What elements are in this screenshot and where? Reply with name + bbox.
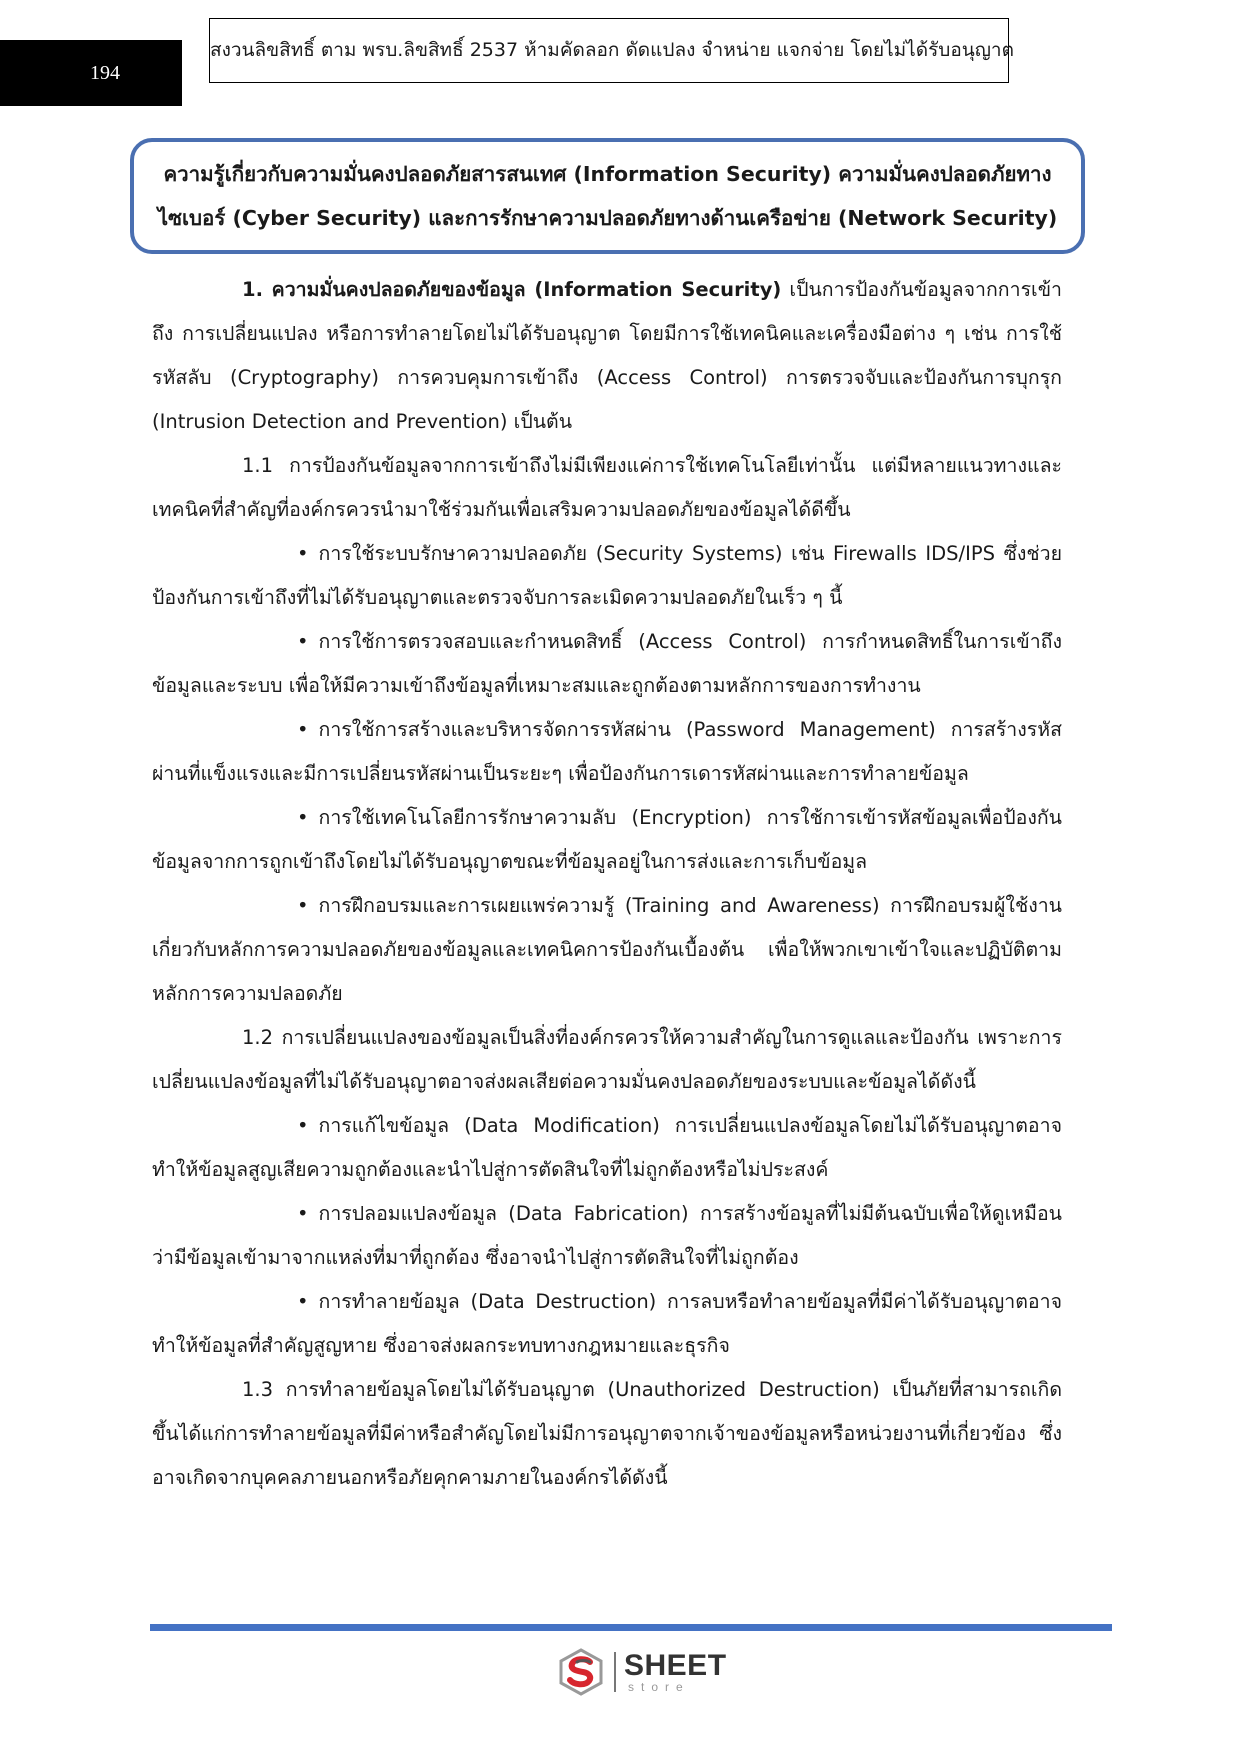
bullet-text: การทำลายข้อมูล (Data Destruction) การลบหรือทำลายข้อมูลที่มีค่าได้รับอนุญาตอาจทำให้ข้อมูลที่สำคัญสูญหาย ซึ่งอาจส่งผลกระทบทางกฎหมายและธุรกิจ [152,1290,1062,1357]
sheet-store-logo [556,1644,727,1700]
bullet-text: การแก้ไขข้อมูล (Data Modification) การเปลี่ยนแปลงข้อมูลโดยไม่ได้รับอนุญาตอาจทำให้ข้อมูลสูญเสียความถูกต้องและนำไปสู่การตัดสินใจที่ไม่ถูกต้องหรือไม่ประสงค์ [152,1114,1062,1181]
bullet-icon: • [297,1290,309,1313]
bullet-item [152,1104,1062,1192]
bullet-icon: • [297,1202,309,1225]
paragraph-1-2: 1.2 การเปลี่ยนแปลงของข้อมูลเป็นสิ่งที่องค์กรควรให้ความสำคัญในการดูแลและป้องกัน เพราะการเปลี่ยนแปลงข้อมูลที่ไม่ได้รับอนุญาตอาจส่งผลเสียต่อความมั่นคงปลอดภัยของระบบและข้อมูลได้ดังนี้ [152,1026,1062,1093]
bullet-icon: • [297,542,309,565]
bullet-text: การใช้การสร้างและบริหารจัดการรหัสผ่าน (Password Management) การสร้างรหัสผ่านที่แข็งแรงและมีการเปลี่ยนรหัสผ่านเป็นระยะๆ เพื่อป้องกันการเดารหัสผ่านและการทำลายข้อมูล [152,718,1062,785]
paragraph-1 [152,268,1062,444]
bullet-item [152,1192,1062,1280]
sheet-logo-icon [556,1647,606,1697]
bullet-icon: • [297,894,309,917]
section-title-box [130,138,1085,254]
logo-wordmark [624,1651,727,1693]
bullet-icon: • [297,806,309,829]
copyright-notice: สงวนลิขสิทธิ์ ตาม พรบ.ลิขสิทธิ์ 2537 ห้ามคัดลอก ดัดแปลง จำหน่าย แจกจ่าย โดยไม่ได้รับอนุญาต [209,18,1009,83]
bullet-item [152,708,1062,796]
logo-word: SHEET [624,1649,727,1682]
bullet-item [152,620,1062,708]
logo-separator [614,1652,616,1692]
page-number-tab [0,40,182,106]
bullet-text: การใช้ระบบรักษาความปลอดภัย (Security Systems) เช่น Firewalls IDS/IPS ซึ่งช่วยป้องกันการเข้าถึงที่ไม่ได้รับอนุญาตและตรวจจับการละเมิดความปลอดภัยในเร็ว ๆ นี้ [152,542,1062,609]
bullet-item [152,796,1062,884]
section-title-line-2: ไซเบอร์ (Cyber Security) และการรักษาความปลอดภัยทางด้านเครือข่าย (Network Security) [157,206,1058,230]
page-number: 194 [90,62,120,84]
logo-sub: store [628,1680,690,1694]
bullet-icon: • [297,630,309,653]
paragraph-1-text: เป็นการป้องกันข้อมูลจากการเข้าถึง การเปลี่ยนแปลง หรือการทำลายโดยไม่ได้รับอนุญาต โดยมีการใช้เทคนิคและเครื่องมือต่าง ๆ เช่น การใช้รหัสลับ (Cryptography) การควบคุมการเข้าถึง (Access Control) การตรวจจับและป้องกันการบุกรุก (Intrusion Detection and Prevention) เป็นต้น [152,278,1062,433]
paragraph-1-1: 1.1 การป้องกันข้อมูลจากการเข้าถึงไม่มีเพียงแค่การใช้เทคโนโลยีเท่านั้น แต่มีหลายแนวทางและเทคนิคที่สำคัญที่องค์กรควรนำมาใช้ร่วมกันเพื่อเสริมความปลอดภัยของข้อมูลได้ดีขึ้น [152,454,1062,521]
bullet-item [152,1280,1062,1368]
bullet-icon: • [297,1114,309,1137]
bullet-item [152,884,1062,1016]
paragraph-1-3: 1.3 การทำลายข้อมูลโดยไม่ได้รับอนุญาต (Unauthorized Destruction) เป็นภัยที่สามารถเกิดขึ้นได้แก่การทำลายข้อมูลที่มีค่าหรือสำคัญโดยไม่มีการอนุญาตจากเจ้าของข้อมูลหรือหน่วยงานที่เกี่ยวข้อง ซึ่งอาจเกิดจากบุคคลภายนอกหรือภัยคุกคามภายในองค์กรได้ดังนี้ [152,1378,1062,1489]
document-body [152,268,1062,1500]
bullet-icon: • [297,718,309,741]
bullet-item [152,532,1062,620]
section-title-line-1: ความรู้เกี่ยวกับความมั่นคงปลอดภัยสารสนเทศ (Information Security) ความมั่นคงปลอดภัยทาง [163,162,1052,186]
paragraph-1-lead: 1. ความมั่นคงปลอดภัยของข้อมูล (Information Security) [242,278,782,301]
bullet-text: การฝึกอบรมและการเผยแพร่ความรู้ (Training and Awareness) การฝึกอบรมผู้ใช้งานเกี่ยวกับหลักการความปลอดภัยของข้อมูลและเทคนิคการป้องกันเบื้องต้น เพื่อให้พวกเขาเข้าใจและปฏิบัติตามหลักการความปลอดภัย [152,894,1062,1005]
footer-divider [150,1624,1112,1631]
bullet-text: การปลอมแปลงข้อมูล (Data Fabrication) การสร้างข้อมูลที่ไม่มีต้นฉบับเพื่อให้ดูเหมือนว่ามีข้อมูลเข้ามาจากแหล่งที่มาที่ถูกต้อง ซึ่งอาจนำไปสู่การตัดสินใจที่ไม่ถูกต้อง [152,1202,1062,1269]
bullet-text: การใช้การตรวจสอบและกำหนดสิทธิ์ (Access Control) การกำหนดสิทธิ์ในการเข้าถึงข้อมูลและระบบ เพื่อให้มีความเข้าถึงข้อมูลที่เหมาะสมและถูกต้องตามหลักการของการทำงาน [152,630,1062,697]
bullet-text: การใช้เทคโนโลยีการรักษาความลับ (Encryption) การใช้การเข้ารหัสข้อมูลเพื่อป้องกันข้อมูลจากการถูกเข้าถึงโดยไม่ได้รับอนุญาตขณะที่ข้อมูลอยู่ในการส่งและการเก็บข้อมูล [152,806,1062,873]
